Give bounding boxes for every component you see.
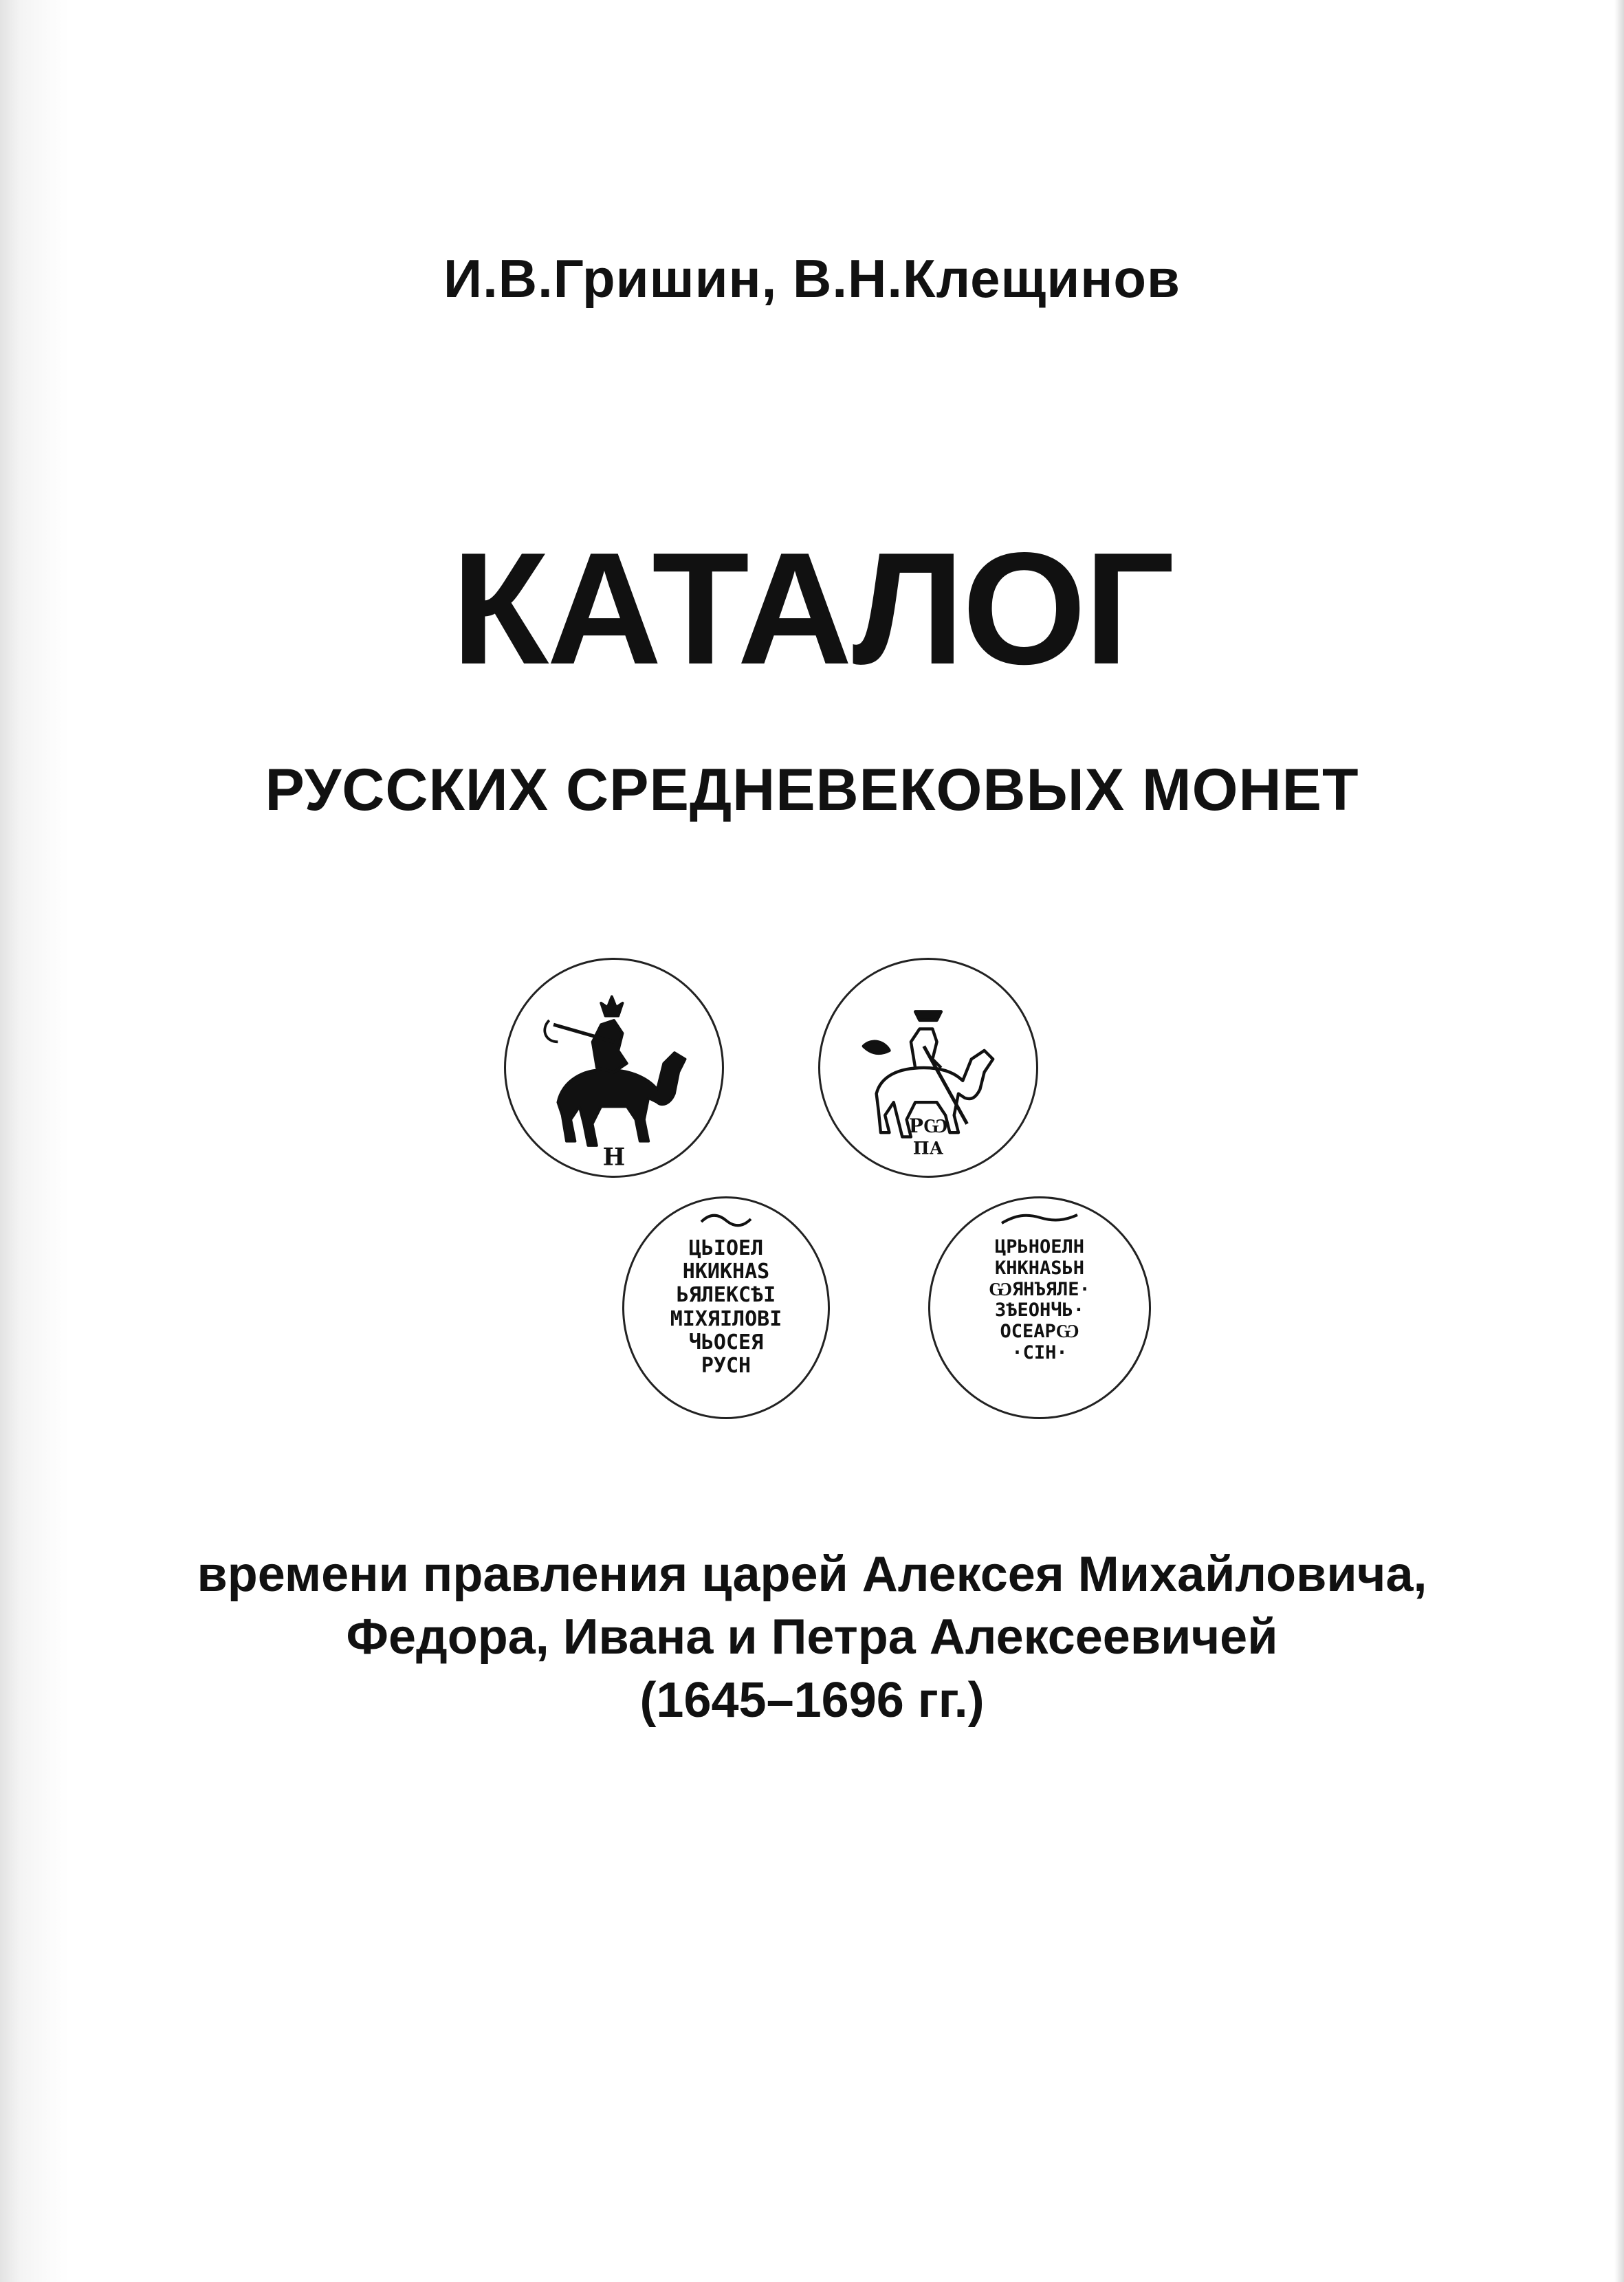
mint-mark-line-2: ПА [912, 1137, 944, 1159]
coin-obverse-right [818, 958, 1038, 1178]
authors: И.В.Гришин, В.Н.Клещинов [443, 248, 1181, 309]
legend-line: ЗѢЕОНЧЬ· [994, 1299, 1085, 1321]
coin-obverse-left [504, 958, 724, 1178]
scan-edge-left [0, 0, 69, 2282]
legend-line: ОСЕАРѠ [1000, 1321, 1079, 1343]
legend-line: НКИКНАS [682, 1260, 770, 1284]
coin-reverse-left [622, 1196, 830, 1419]
mint-mark: Н [602, 1143, 626, 1172]
legend-line: ЦРЬНОЕЛН [994, 1236, 1085, 1258]
book-title: КАТАЛОГ [451, 520, 1173, 698]
legend-line: ЧЬОСЕЯ [688, 1330, 764, 1354]
book-subtitle: РУССКИХ СРЕДНЕВЕКОВЫХ МОНЕТ [265, 757, 1359, 823]
horseman-icon [506, 960, 722, 1176]
legend-line: РУСН [701, 1353, 751, 1378]
horseman-icon [820, 960, 1036, 1176]
period-line-1: времени правления царей Алексея Михайловича, [197, 1547, 1427, 1602]
period-line-3: (1645–1696 гг.) [639, 1672, 985, 1728]
coin-reverse-right [928, 1196, 1151, 1419]
legend-line: ѠЯНЪЯЛЕ· [989, 1278, 1090, 1300]
legend-line: ЦЬІОЕЛ [688, 1236, 764, 1260]
legend-line: МІХЯІЛОВІ [670, 1306, 782, 1331]
legend-line: ·СІН· [1011, 1341, 1068, 1363]
tilde-mark-icon [624, 1198, 828, 1240]
coin-legend [624, 1237, 828, 1378]
tilde-mark-icon [930, 1198, 1149, 1240]
coin-legend [930, 1237, 1149, 1364]
mint-mark-line-1: РѠ [908, 1114, 948, 1138]
legend-line: КНКНАSЬН [994, 1257, 1085, 1279]
period-line-2: Федора, Ивана и Петра Алексеевичей [346, 1610, 1278, 1665]
scan-edge-right [1614, 0, 1624, 2282]
legend-line: ЬЯЛЕКСѢІ [676, 1283, 776, 1308]
reign-period [0, 1544, 1624, 1732]
